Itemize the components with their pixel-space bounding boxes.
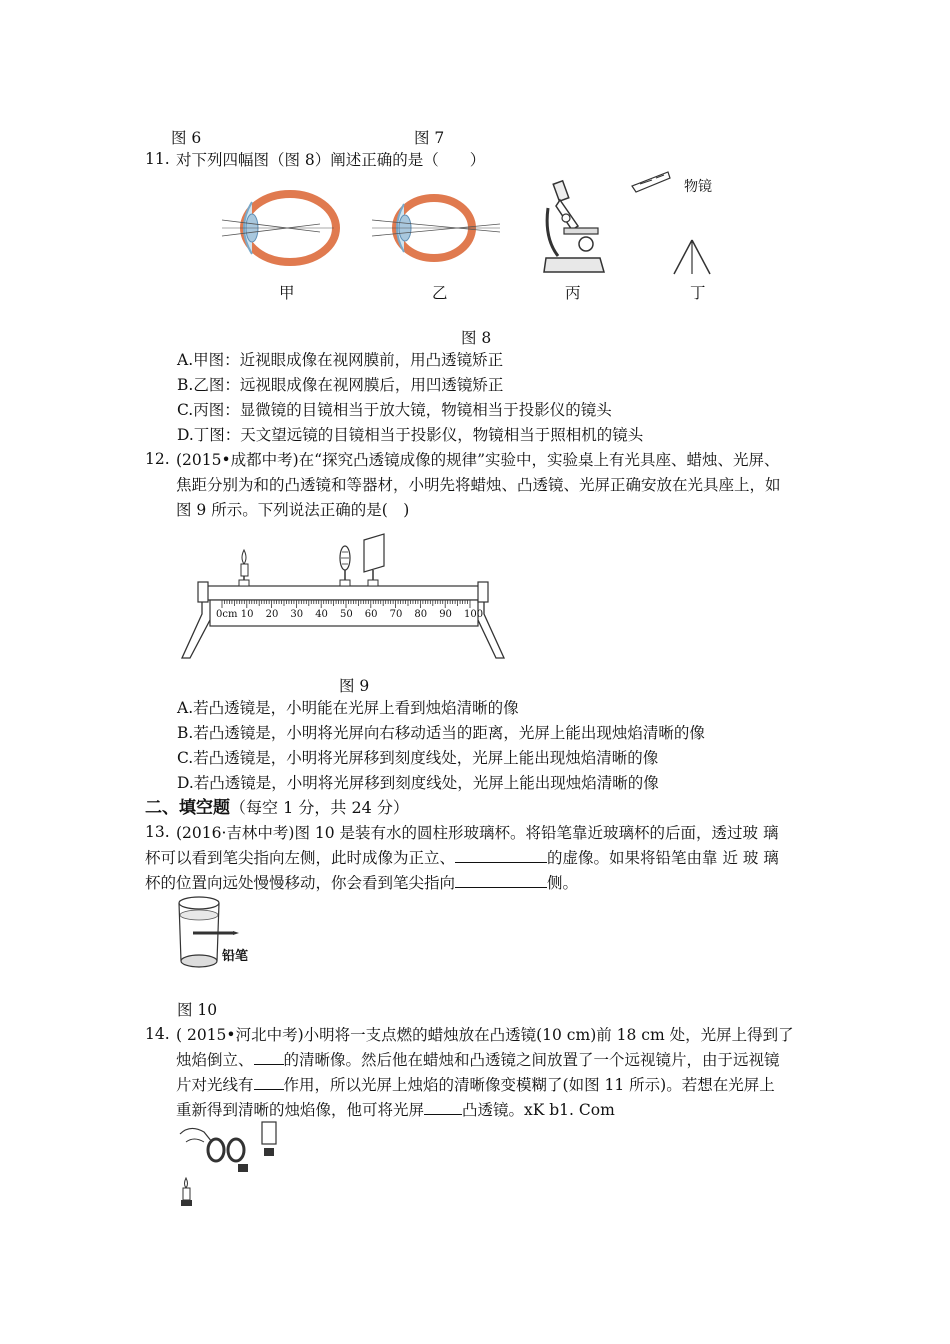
q13-line-2-part-b: 的虚像。如果将铅笔由靠 近 玻 璃: [547, 849, 779, 867]
section-2-heading: [145, 796, 409, 820]
q13-line-3-part-b: 侧。: [547, 874, 579, 892]
question-14-line-3: [176, 1073, 775, 1097]
ruler-tick-label: 20: [265, 609, 279, 620]
q12-option-a: A.若凸透镜是，小明能在光屏上看到烛焰清晰的像: [177, 699, 519, 717]
q12-option-c: C.若凸透镜是，小明将光屏移到刻度线处，光屏上能出现烛焰清晰的像: [177, 749, 659, 767]
q13-blank-1[interactable]: [455, 848, 547, 863]
question-12-line-3: 图 9 所示。下列说法正确的是( ): [176, 501, 410, 519]
question-11-number: 11.: [145, 150, 170, 168]
question-12-line-1: (2015•成都中考)在“探究凸透镜成像的规律”实验中，实验桌上有光具座、蜡烛、光屏、: [176, 451, 780, 469]
q11-option-b: B.乙图：远视眼成像在视网膜后，用凹透镜矫正: [177, 376, 504, 394]
q13-line-3-part-a: 杯的位置向远处慢慢移动，你会看到笔尖指向: [145, 874, 456, 892]
q12-option-b: B.若凸透镜是，小明将光屏向右移动适当的距离，光屏上能出现烛焰清晰的像: [177, 724, 705, 742]
candle-lens-screen-illustration: [176, 1120, 286, 1210]
question-13-line-1: (2016·吉林中考)图 10 是装有水的圆柱形玻璃杯。将铅笔靠近玻璃杯的后面，透过玻 璃: [176, 824, 779, 842]
image-label-d: 丁: [690, 284, 706, 302]
ruler-tick-label: 100: [464, 609, 484, 620]
figure-9-caption: 图 9: [339, 677, 370, 695]
figure-8-caption: 图 8: [461, 329, 492, 347]
ruler-tick-label: 30: [290, 609, 304, 620]
figure-10-caption: 图 10: [177, 1001, 218, 1019]
question-13-number: 13.: [145, 823, 170, 841]
pencil-label: 铅笔: [222, 949, 249, 964]
figure-6-label: 图 6: [171, 129, 202, 147]
q11-option-c: C.丙图：显微镜的目镜相当于放大镜，物镜相当于投影仪的镜头: [177, 401, 612, 419]
q13-blank-2[interactable]: [455, 873, 547, 888]
objective-lens-label: 物镜: [684, 179, 712, 195]
microscope-illustration: [542, 178, 612, 278]
q14-blank-3[interactable]: [424, 1100, 462, 1115]
question-12-line-2: 焦距分别为和的凸透镜和等器材，小明先将蜡烛、凸透镜、光屏正确安放在光具座上，如: [176, 476, 781, 494]
q14-line-4-part-b: 凸透镜。xK b1. Com: [462, 1101, 615, 1119]
q11-option-d: D.丁图：天文望远镜的目镜相当于投影仪，物镜相当于照相机的镜头: [177, 426, 644, 444]
ruler-tick-label: 70: [389, 609, 403, 620]
ruler-tick-label: 10: [240, 609, 254, 620]
q14-line-2-part-b: 的清晰像。然后他在蜡烛和凸透镜之间放置了一个远视镜片，由于远视镜: [283, 1051, 780, 1069]
question-14-number: 14.: [145, 1025, 170, 1043]
section-2-note: （每空 1 分，共 24 分）: [230, 798, 409, 817]
q12-option-d: D.若凸透镜是，小明将光屏移到刻度线处，光屏上能出现烛焰清晰的像: [177, 774, 659, 792]
question-12-number: 12.: [145, 450, 170, 468]
q14-line-3-part-a: 片对光线有: [176, 1076, 254, 1094]
optical-bench-diagram: [178, 540, 518, 670]
section-2-title: 二、填空题: [145, 798, 230, 818]
figure-7-label: 图 7: [414, 129, 445, 147]
eye-diagram-b: [372, 188, 502, 268]
image-label-b: 乙: [432, 284, 448, 302]
ruler-tick-label: 90: [439, 609, 452, 620]
q11-option-a: A.甲图：近视眼成像在视网膜前，用凸透镜矫正: [177, 351, 504, 369]
ruler-tick-label: 50: [340, 609, 353, 620]
q14-blank-1[interactable]: [254, 1050, 284, 1065]
question-13-line-3: [145, 871, 578, 895]
q14-line-2-part-a: 烛焰倒立、: [176, 1051, 254, 1069]
eye-diagram-a: [222, 188, 342, 268]
question-13-line-2: [145, 846, 779, 870]
q14-blank-2[interactable]: [254, 1075, 284, 1090]
ruler-tick-label: 60: [364, 609, 378, 620]
question-11-stem: 对下列四幅图（图 8）阐述正确的是（ ）: [176, 151, 486, 169]
ruler-tick-label: 80: [414, 609, 428, 620]
question-14-line-2: [176, 1048, 780, 1072]
question-14-line-4: [176, 1098, 615, 1122]
question-14-line-1: ( 2015•河北中考)小明将一支点燃的蜡烛放在凸透镜(10 cm)前 18 cm 处，光屏上得到了: [176, 1026, 794, 1044]
q13-line-2-part-a: 杯可以看到笔尖指向左侧，此时成像为正立、: [145, 849, 456, 867]
ruler-tick-label: 40: [315, 609, 328, 620]
image-label-c: 丙: [565, 284, 581, 302]
ruler-tick-label: 0cm: [216, 609, 238, 620]
q14-line-3-part-b: 作用，所以光屏上烛焰的清晰像变模糊了(如图 11 所示)。若想在光屏上: [283, 1076, 775, 1094]
q14-line-4-part-a: 重新得到清晰的烛焰像，他可将光屏: [176, 1101, 425, 1119]
image-label-a: 甲: [279, 284, 295, 302]
